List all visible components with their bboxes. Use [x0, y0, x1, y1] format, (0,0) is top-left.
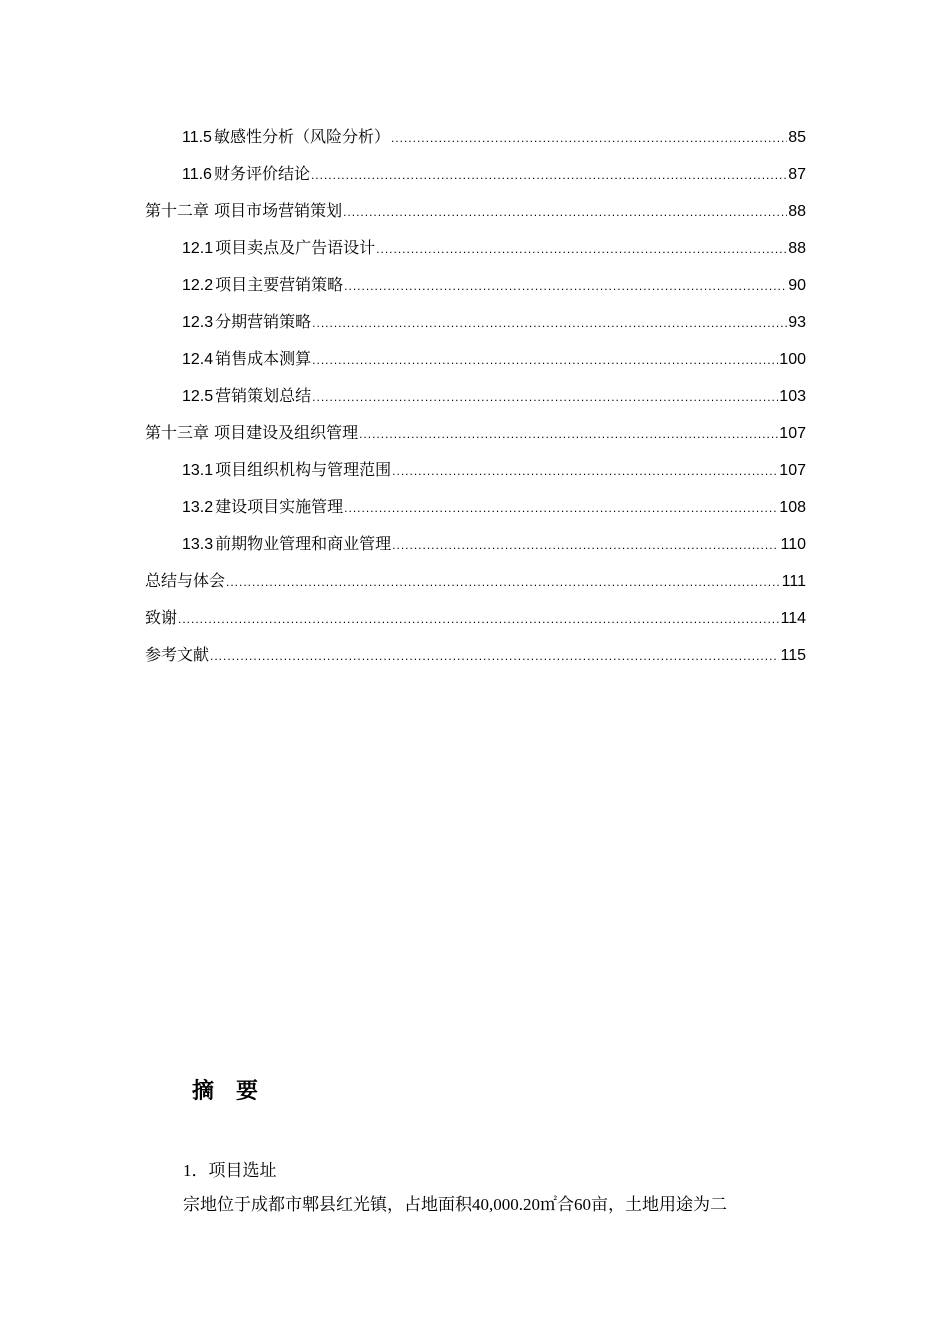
toc-entry[interactable] [145, 605, 806, 642]
toc-entry[interactable] [145, 161, 806, 198]
toc-leader-dots [392, 458, 778, 484]
toc-entry-title: 参考文献 [145, 645, 210, 664]
toc-entry[interactable] [145, 124, 806, 161]
toc-leader-dots [178, 606, 779, 632]
toc-leader-dots [311, 162, 787, 188]
toc-entry[interactable] [145, 420, 806, 457]
toc-entry-page: 88 [788, 203, 806, 220]
toc-entry-title: 项目主要营销策略 [215, 275, 344, 294]
toc-entry-title: 敏感性分析（风险分析） [213, 127, 390, 146]
toc-entry-title: 项目卖点及广告语设计 [215, 238, 376, 257]
toc-entry-number: 11.5 [182, 129, 212, 146]
toc-entry-title: 营销策划总结 [215, 386, 312, 405]
toc-entry-number: 12.5 [182, 388, 214, 405]
toc-entry[interactable] [145, 235, 806, 272]
toc-leader-dots [376, 236, 787, 262]
toc-entry-page: 85 [788, 129, 806, 146]
toc-entry-number: 12.3 [182, 314, 214, 331]
toc-entry-title: 前期物业管理和商业管理 [215, 534, 392, 553]
toc-entry[interactable] [145, 457, 806, 494]
toc-entry-page: 114 [780, 610, 806, 627]
toc-leader-dots [344, 495, 778, 521]
toc-leader-dots [344, 273, 787, 299]
body-paragraph: 宗地位于成都市郫县红光镇，占地面积40,000.20㎡合60亩，土地用途为二 [183, 1195, 727, 1214]
toc-entry-title: 第十二章 项目市场营销策划 [145, 201, 343, 220]
toc-entry-title: 建设项目实施管理 [215, 497, 344, 516]
toc-entry-title: 项目组织机构与管理范围 [215, 460, 392, 479]
toc-leader-dots [312, 310, 787, 336]
toc-entry-page: 93 [788, 314, 806, 331]
toc-entry-page: 107 [779, 425, 806, 442]
toc-leader-dots [210, 643, 779, 669]
abstract-title: 摘要 [192, 1079, 281, 1104]
toc-entry-number: 11.6 [182, 166, 212, 183]
section-heading: 1．项目选址 [183, 1161, 277, 1180]
toc-entry-title: 销售成本测算 [215, 349, 312, 368]
toc-entry-page: 87 [788, 166, 806, 183]
toc-entry-page: 108 [779, 499, 806, 516]
table-of-contents [145, 124, 806, 679]
toc-entry[interactable] [145, 198, 806, 235]
toc-entry-title: 分期营销策略 [215, 312, 312, 331]
toc-entry-number: 13.3 [182, 536, 214, 553]
toc-entry-page: 110 [780, 536, 806, 553]
toc-entry-page: 115 [780, 647, 806, 664]
toc-entry-title: 第十三章 项目建设及组织管理 [145, 423, 359, 442]
toc-entry[interactable] [145, 494, 806, 531]
toc-leader-dots [391, 125, 787, 151]
toc-leader-dots [343, 199, 787, 225]
toc-entry[interactable] [145, 383, 806, 420]
toc-entry[interactable] [145, 309, 806, 346]
toc-leader-dots [226, 569, 781, 595]
toc-entry-number: 12.1 [182, 240, 214, 257]
toc-entry-number: 13.2 [182, 499, 214, 516]
toc-entry[interactable] [145, 346, 806, 383]
toc-leader-dots [392, 532, 779, 558]
toc-leader-dots [359, 421, 778, 447]
toc-entry-page: 90 [788, 277, 806, 294]
toc-leader-dots [312, 347, 778, 373]
toc-entry-page: 103 [779, 388, 806, 405]
toc-entry[interactable] [145, 568, 806, 605]
toc-entry[interactable] [145, 531, 806, 568]
toc-entry-page: 111 [781, 573, 806, 590]
toc-entry-title: 财务评价结论 [213, 164, 310, 183]
toc-entry-page: 107 [779, 462, 806, 479]
toc-entry-page: 100 [779, 351, 806, 368]
toc-entry-number: 12.2 [182, 277, 214, 294]
toc-entry-page: 88 [788, 240, 806, 257]
toc-entry[interactable] [145, 272, 806, 309]
toc-entry-title: 致谢 [145, 608, 178, 627]
toc-entry[interactable] [145, 642, 806, 679]
toc-entry-number: 13.1 [182, 462, 214, 479]
toc-entry-number: 12.4 [182, 351, 214, 368]
toc-leader-dots [312, 384, 778, 410]
toc-entry-title: 总结与体会 [145, 571, 226, 590]
